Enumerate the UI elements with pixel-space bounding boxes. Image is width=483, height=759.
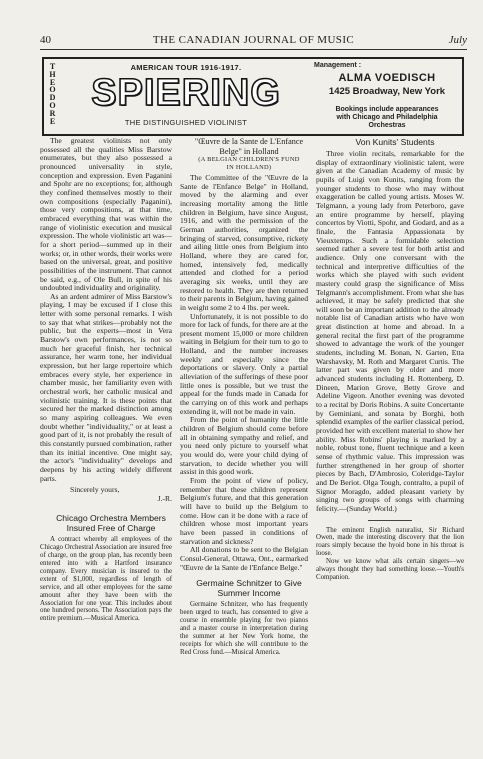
article-paragraph: The Committee of the "Œuvre de la Sante de l'Enfance Belge" in Holland, moved by the alarming and ever increasing mortality among the little children in Belgium, have since August, 1916, and with the permission of the German authorities, organized the bringing of starved, consumptive, rickety and ailing little ones from Belgium into Holland, where they are cared for, homed, intensively fed, medically attended and clothed for a period averaging six weeks, until they are restored to health. They are then returned to their parents in Belgium, having gained in weight some 2 to 4 lbs. per week. [180,173,309,312]
letter-paragraph: The greatest violinists not only possessed all the qualities Miss Barstow enumerates, but they also possessed a pronounced universality in style, conception and expression. Even Paganini and Spohr are no exceptions; for, although they confined themselves mostly to their own compositions (especially Paganini), those very compositions, at that time, embraced everything that was within the range of violinistic execution and musical expression. The whole violinistic art was—for a short period—summed up in their works; or, in other words, their works were based on the universal, great, and positive possibilities of the instrument. That cannot be said, e.g., of Ole Bull, in spite of his undoubted individuality and originality. [40,136,172,293]
section-divider [368,520,412,521]
ad-vertical-letter: O [49,100,56,110]
column-left [40,137,172,623]
ad-management-panel [314,62,460,133]
article-paragraph: A contract whereby all employees of the Chicago Orchestral Association are insured free of charge, on the group plan, has recently been entered into with a Hartford insurance company. Every musician is insured to the extent of $1,000, regardless of length of service, and all other employees for the same amount after they have been with the Association for one year. This includes about one hundred persons. The Association pays the entire premium.—Musical America. [40,536,172,623]
article-paragraph: Three violin recitals, remarkable for the display of extraordinary violinistic talent, were given at the Canadian Academy of music by pupils of Luigi von Kunits, ranging from the younger students to those who may without exaggeration be called young artists. Moses W. Telgmann, a young lady from Peterboro, gave an entire programme by herself, playing concertos by Viotti, Spohr, and Godard, and as a finale, the Fantasia Appassionata by Vieuxtemps. Such a formidable selection seemed rather a severe test for both artist and audience. Only one conversant with the technical and interpretive difficulties of the works which she played with such evident mastery could grasp the significance of Miss Telgmann's accomplishment. From what she has achieved, it may be safely predicted that she will soon be an important addition to the already notable list of Canadian artists who have won great distinction at home and abroad. In a general recital the first part of the programme showed to advantage the work of the younger students, including M. Bonan, N. Garten, Etta Warshavsky, M. Roth and Margaret Curtis. The latter part was given by older and more advanced students including H. Rottenberg, D. Dineen, Marion Grove, Betty Grove and Adeline Vigeon. Another evening was devoted to a recital by Doris Robins. A suite Concertante by Geminiani, and sonata by Borghi, both splendid examples of the earlier classical period, provided her with excellent material to show her ability. Miss Robins' playing is marked by a noble, robust tone, fluent technique and a keen sense of rhythmic value. This impression was further strengthened in her group of shorter pieces by Bach, D'Ambrosio, Coleridge-Taylor and De Beriot. Olga Tough, contralto, a pupil of Signor Moragdo, added pleasant variety by singing two groups of songs with charming felicity.—(Sunday World.) [316,149,464,513]
article-paragraph: From the point of view of policy, remember that these children represent Belgium's future, and that this generation will have to build up the Belgium to come. How can it be done with a race of children whose most important years have been passed in conditions of starvation and sickness? [180,475,308,546]
article-heading: Chicago Orchestra Members [56,513,166,524]
ad-agent-name: ALMA VOEDISCH [338,72,436,84]
article-heading: Summer Income [217,588,281,599]
ad-management-label: Management : [314,62,362,69]
ad-booking-note [314,106,460,130]
column-right [316,137,464,582]
ad-address: 1425 Broadway, New York [328,86,446,97]
ad-booking-line: with Chicago and Philadelphia [336,114,438,121]
article-heading: Belge" in Holland [219,146,279,156]
ad-artist-name: SPIERING [91,72,281,114]
ad-booking-line: Bookings include appearances [335,106,439,113]
ad-vertical-name [47,63,58,125]
ad-center-panel [66,63,306,132]
article-heading: Insured Free of Charge [66,523,156,534]
note-paragraph: The eminent English naturalist, Sir Richard Owen, made the interesting discovery that the lion roars simply because the hyoid bone in his throat is loose. [316,526,464,558]
ad-vertical-letter: E [49,116,56,126]
note-paragraph: Now we know what ails certain singers—we always thought they had something loose.—Youth's Companion. [316,558,464,581]
article-paragraph: All donations to be sent to the Belgian Consul-General, Ottawa, Ont., earmarked "Œuvre de la Sante de l'Enfance Belge." [180,545,308,572]
ad-vertical-letter: T [49,62,56,71]
article-heading: Germaine Schnitzer to Give [196,578,302,589]
letter-signature: J.-R. [157,494,172,504]
page-number: 40 [40,34,51,46]
article-paragraph: Germaine Schnitzer, who has frequently been urged to teach, has consented to give a course in ensemble playing for two pianos and a master course in interpretation during the summer at her New York home, the receipts for which she will contribute to the Red Cross fund.—Musical America. [180,601,308,656]
letter-paragraph: As an ardent admirer of Miss Barstow's playing, I may be excused if I close this letter with some personal remarks. I wish to say that what strikes—probably not the public, but the experts—most in Vera Barstow's own performances, is not so much her graceful finish, her technical assurance, her warm tone, her individual expression, but her large repertoire which embraces every style, her experience in chamber music, her familiarity even with orchestral work, her catholic musical and violinistic training. It is these points that secured her the marked distinction among so many aspiring colleagues. We even doubt whether "individuality," or at least a good part of it, is not probably the result of this constantly pursued combination, rather than its initial incentive. One might say, the actor's "individuality" develops and deepens by his acting widely different parts. [40,291,172,483]
ad-vertical-letter: R [49,108,56,118]
article-subheading: IN HOLLAND) [226,164,272,171]
ad-booking-line: Orchestras [368,122,406,129]
issue-month: July [448,34,467,46]
article-paragraph: From the point of humanity the little children of Belgium should come before all in obtaining sympathy and relief, and you need only picture to yourself what you would do, were your child dying of starvation, to decide whether you will assist in this good work. [180,415,308,477]
article-subheading: (A BELGIAN CHILDREN'S FUND [198,156,300,163]
ad-vertical-letter: E [49,77,56,87]
article-heading: "Œuvre de la Sante de L'Enfance [194,137,304,146]
article-paragraph: Unfortunately, it is not possible to do more for lack of funds, for there are at the present moment 15,000 or more children waiting in Belgium for their turn to go to Holland, and the number increases weekly and especially since the deportations or slavery. Only a partial alleviation of the sufferings of these poor little ones is possible, but we trust the appeal for the funds made in Canada for the carrying on of this work and perhaps extending it, will not be made in vain. [180,311,308,416]
running-head [40,33,467,47]
journal-title: THE CANADIAN JOURNAL OF MUSIC [152,34,355,46]
article-heading: Von Kunits' Students [355,137,435,147]
ad-vertical-letter: O [49,85,56,95]
header-rule [40,49,467,50]
spiering-advertisement [42,57,464,136]
ad-tagline: THE DISTINGUISHED VIOLINIST [124,118,248,127]
ad-tour-line: AMERICAN TOUR 1916-1917. [130,63,242,72]
ad-vertical-letter: D [49,93,56,103]
letter-closing: Sincerely yours, [70,485,120,495]
ad-vertical-letter: H [49,69,56,79]
column-middle [180,137,308,657]
